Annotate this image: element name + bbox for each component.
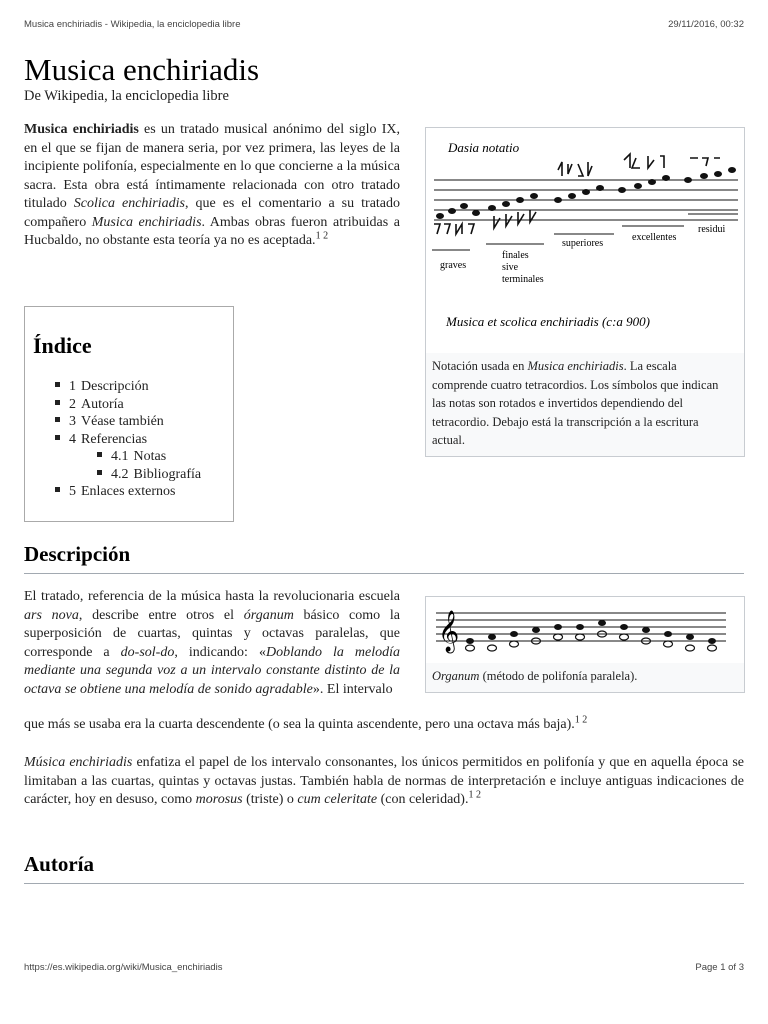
figure-dasia-notation (425, 127, 745, 457)
link-organum[interactable]: órganum (243, 607, 294, 623)
toc-item-vease-tambien[interactable] (55, 413, 164, 430)
label-graves: graves (440, 260, 467, 271)
p3-text-3: (con celeridad). (377, 792, 469, 807)
toc-item-label: Referencias (81, 431, 148, 447)
dasia-signs-bottom (434, 210, 536, 234)
toc-item-label: Bibliografía (133, 466, 202, 482)
p2-references[interactable]: 1 2 (574, 714, 588, 726)
toc-item-label: Notas (133, 449, 167, 464)
toc-item-label: Descripción (81, 379, 149, 394)
intro-italic-musica: Musica enchiriadis (91, 214, 202, 230)
p3-text-1: enfatiza el papel de los intervalo consonantes, los únicos permitidos en polifonía y que en aquella época se limitaban a las cuartas, quintas y octavas justas. También habla de normas de interpretación e incluye antiguas indicaciones de carácter, hoy en desuso, como (24, 755, 744, 807)
p3-italic-1: Música enchiriadis (24, 755, 133, 770)
table-of-contents (24, 306, 234, 522)
intro-paragraph (24, 121, 400, 251)
toc-title: Índice (33, 333, 92, 358)
treble-clef-icon: 𝄞 (438, 611, 460, 651)
toc-item-number: 2 (69, 396, 76, 412)
organum-image[interactable] (426, 597, 744, 663)
toc-item-label: Autoría (81, 396, 124, 412)
organum-upper-notes (466, 620, 716, 644)
toc-item-number: 4.1 (111, 449, 129, 464)
label-residui: residui (698, 224, 726, 235)
caption-text: (método de polifonía paralela). (479, 669, 638, 683)
italic-do-sol-do: do-sol-do (120, 644, 175, 660)
page-title: Musica enchiriadis (24, 52, 260, 87)
bullet-icon (97, 470, 102, 475)
toc-item-number: 1 (69, 379, 76, 394)
dasia-notation-image[interactable] (426, 128, 744, 353)
toc-item-label: Véase también (81, 414, 164, 429)
p2-text-5: ». El intervalo (312, 681, 393, 697)
label-sive: sive (502, 262, 519, 273)
figure-organum (425, 596, 745, 693)
toc-item-enlaces-externos[interactable] (55, 483, 175, 500)
print-header (24, 19, 744, 30)
dasia-signs-top (558, 154, 720, 176)
p2-continuation: que más se usaba era la cuarta descendente (o sea la quinta ascendente, pero una octava más baja). (24, 717, 575, 732)
label-excellentes: excellentes (632, 232, 677, 243)
heading-descripcion: Descripción (24, 542, 131, 566)
print-footer (24, 962, 744, 973)
print-header-date: 29/11/2016, 00:32 (668, 19, 744, 30)
p2-text-4: , indicando: « (174, 644, 266, 660)
bullet-icon (55, 417, 60, 422)
print-header-title: Musica enchiriadis - Wikipedia, la enciclopedia libre (24, 19, 241, 30)
heading-divider (24, 883, 744, 884)
caption-italic-organum[interactable]: Organum (432, 669, 480, 683)
print-footer-page: Page 1 of 3 (695, 962, 744, 973)
quote-italic: Doblando la melodía mediante una segunda voz a un intervalo constante distinto de la octava se obtiene una melodía de sonido agradable (24, 644, 400, 697)
toc-item-number: 5 (69, 484, 76, 499)
intro-references[interactable]: 1 2 (315, 230, 329, 242)
link-ars-nova[interactable]: ars nova (24, 607, 79, 623)
bullet-icon (55, 400, 60, 405)
caption-italic: Musica enchiriadis (527, 359, 624, 373)
toc-item-notas[interactable] (97, 448, 166, 465)
p3-italic-morosus: morosus (195, 792, 243, 807)
p3-italic-cum-celeritate: cum celeritate (297, 792, 378, 807)
bullet-icon (97, 452, 102, 457)
p2-text-2: , describe entre otros el (78, 607, 244, 623)
organum-svg (426, 597, 744, 663)
image-title-text: Dasia notatio (448, 140, 520, 155)
intro-link-scolica[interactable]: Scolica enchiriadis (73, 196, 185, 211)
p2-text-1: El tratado, referencia de la música hasta la revolucionaria escuela (24, 589, 400, 604)
descripcion-paragraph-2 (24, 754, 744, 810)
label-terminales: terminales (502, 274, 544, 285)
intro-text-3: . Ambas obras fueron atribuidas a Hucbaldo, no obstante esta teoría ya no es aceptada. (24, 214, 400, 248)
toc-item-bibliografia[interactable] (97, 466, 201, 483)
intro-text-1: es un tratado musical anónimo del siglo IX, en el que se fijan de manera seria, por vez primera, las leyes de la incipiente polifonía, especialmente en lo que concierne a la música sacra. Esta obra está íntimamente relacionada con otro tratado titulado (24, 122, 400, 211)
figure1-caption (432, 357, 722, 450)
dasia-notation-svg (426, 128, 744, 353)
toc-item-descripcion[interactable] (55, 378, 149, 395)
bullet-icon (55, 382, 60, 387)
staff-notes (436, 167, 736, 219)
intro-text-2: , que es el comentario a su tratado compañero (24, 196, 401, 230)
label-finales: finales (502, 250, 529, 261)
image-caption-text: Musica et scolica enchiriadis (c:a 900) (446, 314, 650, 329)
label-superiores: superiores (562, 238, 604, 249)
descripcion-paragraph-1 (24, 588, 400, 699)
print-footer-url[interactable]: https://es.wikipedia.org/wiki/Musica_enchiriadis (24, 962, 223, 973)
bullet-icon (55, 487, 60, 492)
descripcion-paragraph-1-continued (24, 716, 744, 735)
bullet-icon (55, 435, 60, 440)
toc-item-autoria[interactable] (55, 396, 124, 413)
heading-autoria: Autoría (24, 852, 94, 876)
p2-text-3: básico como la superposición de cuartas, quintas y octavas paralelas, que corresponde a (24, 607, 400, 660)
toc-item-number: 4.2 (111, 466, 129, 482)
heading-divider (24, 573, 744, 574)
figure2-caption (432, 669, 732, 684)
toc-item-number: 4 (69, 431, 76, 447)
page-subtitle: De Wikipedia, la enciclopedia libre (24, 88, 229, 104)
caption-text-1: Notación usada en (432, 359, 528, 373)
toc-item-referencias[interactable] (55, 431, 147, 448)
toc-item-label: Enlaces externos (81, 484, 176, 499)
p3-references[interactable]: 1 2 (468, 789, 481, 801)
p3-text-2: (triste) o (242, 792, 298, 807)
caption-text-2: . La escala comprende cuatro tetracordios. Los símbolos que indican las notas son rotados e invertidos dependiendo del tetracordio. Debajo está la transcripción a la escritura actual. (432, 359, 719, 447)
intro-bold-title: Musica enchiriadis (24, 122, 139, 137)
toc-item-number: 3 (69, 414, 76, 429)
